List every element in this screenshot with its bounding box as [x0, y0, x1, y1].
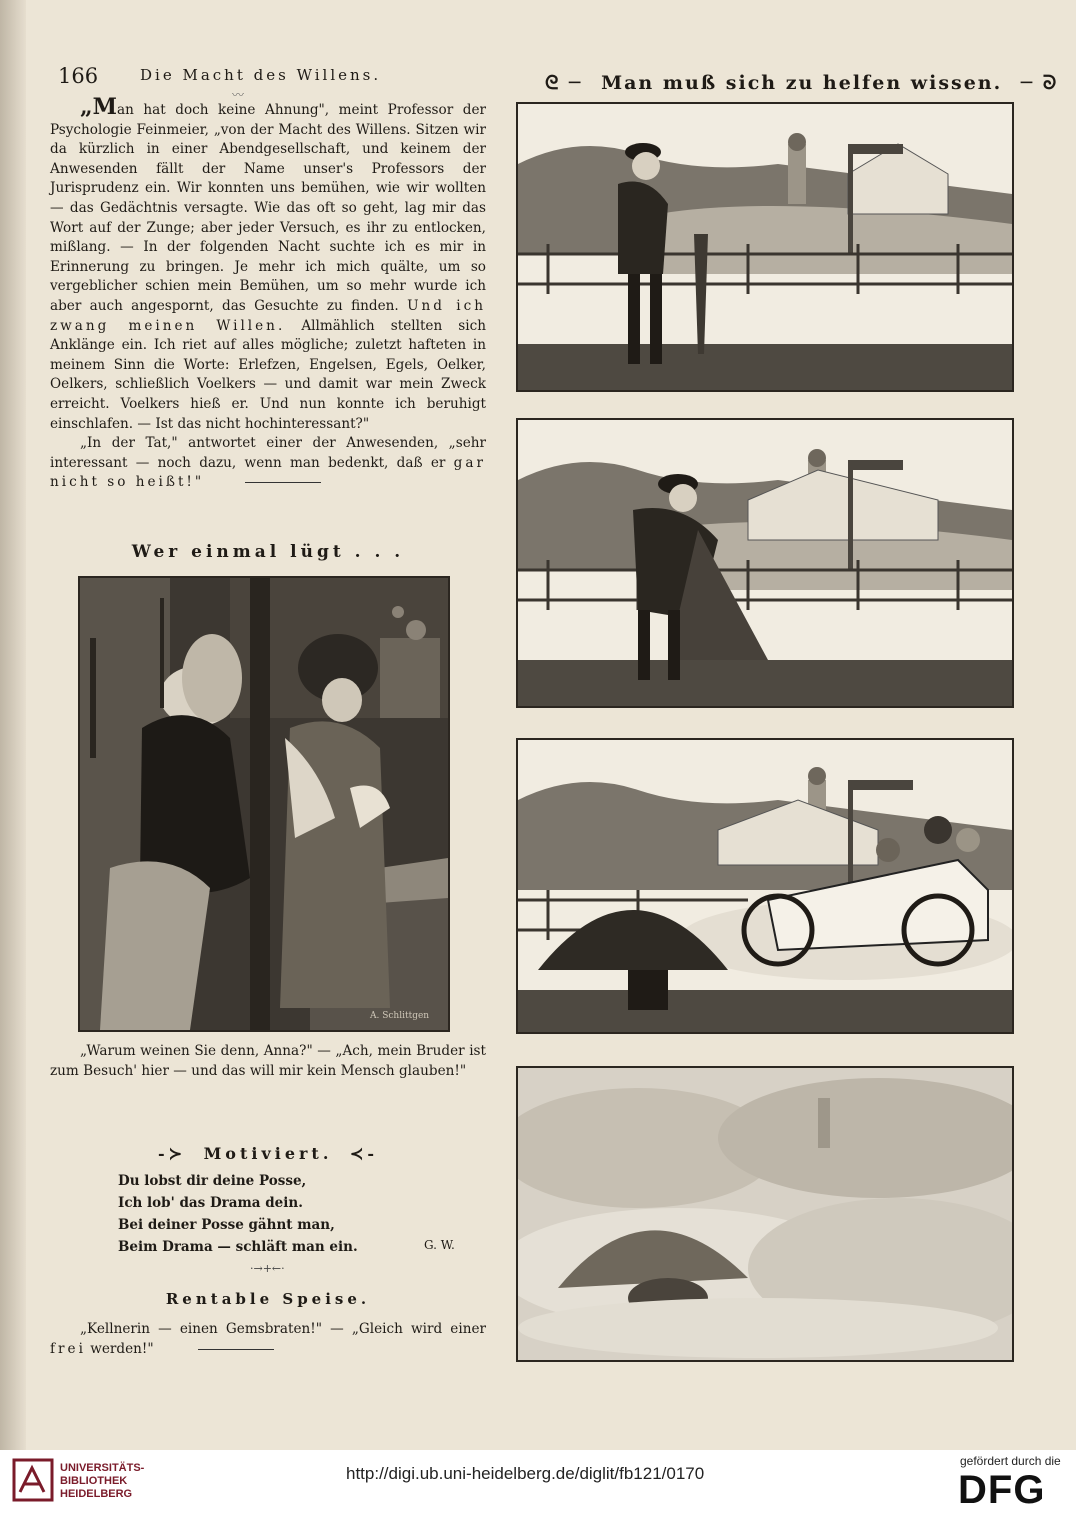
article-paragraph-1 [50, 94, 486, 434]
page-number: 166 [58, 64, 99, 88]
anecdote-text [50, 1320, 486, 1359]
running-title: Die Macht des Willens. [140, 66, 382, 84]
caption-text: „Warum weinen Sie denn, Anna?" — „Ach, mein Bruder ist zum Besuch' hier — und das will mir kein Mensch glauben!" [50, 1043, 486, 1079]
anecdote-start: „Kellnerin — einen Gemsbraten!" — „Gleich wird einer [80, 1321, 486, 1337]
poem-signature: G. W. [424, 1238, 455, 1252]
section-divider [198, 1349, 274, 1350]
poem-line: Du lobst dir deine Posse, [118, 1173, 307, 1189]
digital-copy-link[interactable]: http://digi.ub.uni-heidelberg.de/diglit/fb121/0170 [346, 1464, 705, 1483]
drop-initial: „M [80, 94, 118, 120]
library-name-line: UNIVERSITÄTS- [60, 1462, 145, 1474]
poem-motiviert [118, 1170, 358, 1258]
illustration-signature: A. Schlittgen [370, 1011, 430, 1021]
panel-3-drawing [518, 740, 1012, 1032]
section-divider-ornament: ·→+←· [250, 1262, 285, 1275]
illustration-kitchen-scene [78, 576, 450, 1032]
page-gutter-shadow [0, 0, 26, 1450]
title-text: Motiviert. [203, 1144, 333, 1163]
paragraph-text: an hat doch keine Ahnung", meint Professor der Psychologie Feinmeier, „von der Macht des Willens. Sitzen wir da kürzlich in einer Abendgesellschaft, und keinem der Anwesenden fällt der Name unser's Professors der Jurisprudenz ein. Wir konnten uns bemühen, wie wir wollten — das Gedächtnis versagte. Wie das oft so geht, lag mir das Wort auf der Zunge; aber jeder Versuch, es ihr zu entlocken, mißlang. — In der folgenden Nacht suchte ich es mir in Erinnerung zu bringen. Je mehr ich mich quälte, um so vergeblicher schien mein Bemühen, um so mehr wurde ich aber auch angespornt, das Gesuchte zu finden. [50, 102, 486, 314]
panel-4-drawing [518, 1068, 1012, 1360]
paragraph-emphasis: Und ich zwang meinen Willen. [50, 297, 486, 334]
article-macht-des-willens [50, 94, 486, 493]
kitchen-caption [50, 1042, 486, 1081]
poem-line: Ich lob' das Drama dein. [118, 1195, 303, 1211]
comic-title: Man muß sich zu helfen wissen. [601, 72, 1003, 94]
title-ornament-left: -≻ [157, 1144, 187, 1163]
section-title-rentable-speise: Rentable Speise. [165, 1290, 371, 1308]
article-rentable-speise [50, 1320, 486, 1359]
kitchen-illustration [80, 578, 448, 1030]
university-library-name [60, 1462, 144, 1501]
anecdote-end: werden!" [90, 1340, 154, 1357]
paragraph-text-end: Allmählich stellten sich Anklänge ein. Ich riet auf alles mögliche; zuletzt hafteten in meinem Sinn die Worte: Erlefzen, Engelsen, Egels, Oelker, Oelkers, schließlich Voelkers — und damit war mein Zweck erreicht. Voelkers hieß er. Und nun konnte ich beruhigt einschlafen. — Ist das nicht hochinteressant?" [50, 317, 486, 432]
funding-caption: gefördert durch die [960, 1454, 1061, 1468]
library-name-line: BIBLIOTHEK [60, 1475, 128, 1487]
poem-line: Bei deiner Posse gähnt man, [118, 1217, 335, 1233]
comic-heading [545, 72, 1059, 94]
comic-panel-1 [516, 102, 1014, 392]
paragraph-text: „In der Tat," antwortet einer der Anwesenden, „sehr interessant — noch dazu, wenn man bedenkt, daß er [50, 435, 486, 471]
article-paragraph-2 [50, 434, 486, 493]
dfg-logo: DFG [958, 1468, 1046, 1512]
panel-1-drawing [518, 104, 1012, 390]
title-ornament-right: ≺- [349, 1144, 379, 1163]
paragraph-emphasis: gar nicht so heißt! [50, 454, 486, 491]
running-title-ornament: 〰 [232, 88, 245, 102]
heading-ornament-left: ᘓ ─ [545, 72, 583, 94]
library-emblem-icon [12, 1458, 54, 1502]
university-library-logo [12, 1458, 54, 1502]
section-title-motiviert [50, 1144, 486, 1163]
anecdote-emphasis: frei [50, 1340, 86, 1357]
library-name-line: HEIDELBERG [60, 1488, 133, 1500]
comic-panel-2 [516, 418, 1014, 708]
paragraph-quote-end: " [194, 474, 202, 491]
poem-line: Beim Drama — schläft man ein. [118, 1239, 358, 1255]
comic-panel-4 [516, 1066, 1014, 1362]
section-divider [245, 482, 321, 483]
comic-panel-3 [516, 738, 1014, 1034]
section-title-wer-einmal-luegt: Wer einmal lügt . . . [131, 542, 405, 562]
heading-ornament-right: ─ ᘐ [1020, 72, 1059, 94]
panel-2-drawing [518, 420, 1012, 706]
